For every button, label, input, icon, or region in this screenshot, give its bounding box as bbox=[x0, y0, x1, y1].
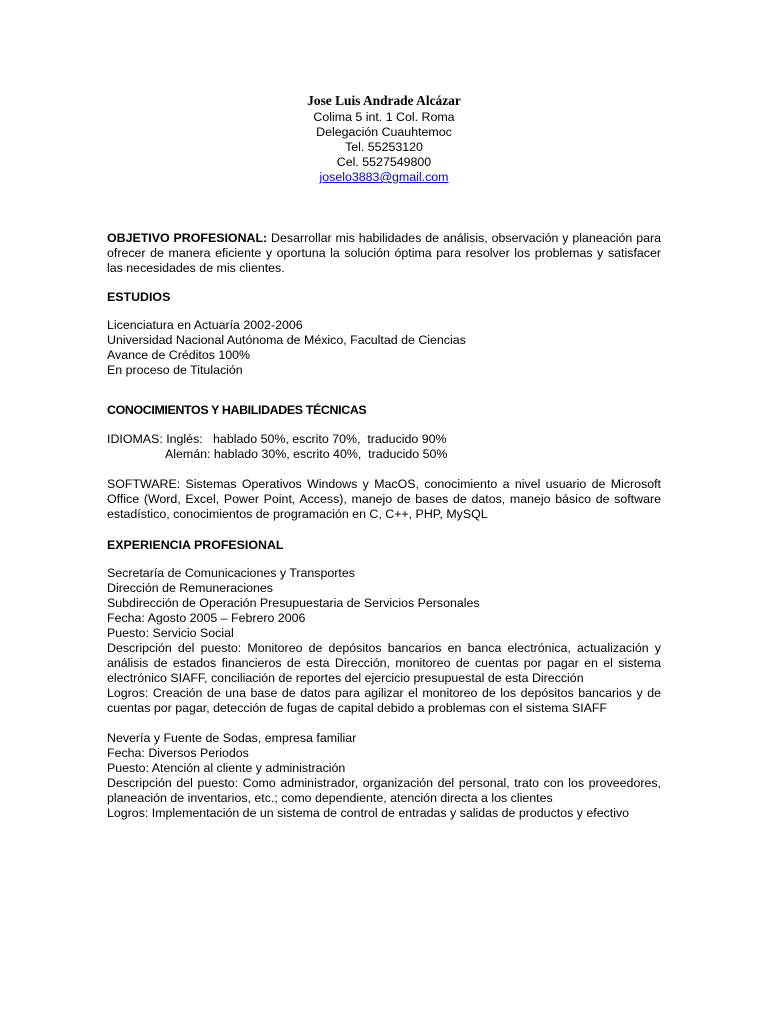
cellphone: Cel. 5527549800 bbox=[336, 155, 432, 169]
job-puesto: Puesto: Servicio Social bbox=[107, 626, 234, 640]
job-descripcion: Descripción del puesto: Como administrador, organización del personal, trato con los proveedores, planeación de inventarios, etc.; como dependiente, atención directa a los clientes bbox=[107, 776, 661, 805]
job-puesto: Puesto: Atención al cliente y administración bbox=[107, 761, 346, 775]
job-entry-neveria bbox=[107, 731, 661, 821]
resume-body bbox=[107, 231, 661, 821]
section-heading-experiencia: EXPERIENCIA PROFESIONAL bbox=[107, 538, 284, 552]
idiomas-ingles: IDIOMAS: Inglés: hablado 50%, escrito 70%, traducido 90% bbox=[107, 432, 447, 446]
address-line-1: Colima 5 int. 1 Col. Roma bbox=[313, 110, 455, 124]
job-descripcion: Descripción del puesto: Monitoreo de depósitos bancarios en banca electrónica, actualización y análisis de estados financieros de esta Dirección, monitoreo de cuentas por pagar en el sistema electrónico SIAFF, conciliación de reportes del ejercicio presupuestal de esta Dirección bbox=[107, 641, 661, 685]
address-line-2: Delegación Cuauhtemoc bbox=[316, 125, 452, 139]
section-heading-conocimientos: CONOCIMIENTOS Y HABILIDADES TÉCNICAS bbox=[107, 403, 367, 417]
idiomas-aleman: Alemán: hablado 30%, escrito 40%, traducido 50% bbox=[165, 447, 448, 461]
job-dept: Dirección de Remuneraciones bbox=[107, 581, 273, 595]
email-link[interactable]: joselo3883@gmail.com bbox=[319, 170, 449, 184]
job-org: Nevería y Fuente de Sodas, empresa familiar bbox=[107, 731, 357, 745]
candidate-name: Jose Luis Andrade Alcázar bbox=[307, 93, 461, 108]
job-subdept: Subdirección de Operación Presupuestaria de Servicios Personales bbox=[107, 596, 480, 610]
estudios-line: Universidad Nacional Autónoma de México, Facultad de Ciencias bbox=[107, 333, 466, 347]
software-paragraph: SOFTWARE: Sistemas Operativos Windows y MacOS, conocimiento a nivel usuario de Microsoft Office (Word, Excel, Power Point, Access), manejo de bases de datos, manejo básico de software estadístico, conocimientos de programación en C, C++, PHP, MySQL bbox=[107, 477, 661, 521]
job-entry-sct bbox=[107, 566, 661, 716]
idiomas-block bbox=[107, 432, 661, 462]
estudios-line: Licenciatura en Actuaría 2002-2006 bbox=[107, 318, 303, 332]
phone: Tel. 55253120 bbox=[345, 140, 423, 154]
estudios-line: Avance de Créditos 100% bbox=[107, 348, 251, 362]
job-org: Secretaría de Comunicaciones y Transportes bbox=[107, 566, 355, 580]
objective-label: OBJETIVO PROFESIONAL: bbox=[107, 231, 268, 245]
objective-paragraph bbox=[107, 231, 661, 276]
contact-header bbox=[0, 92, 768, 185]
job-logros: Logros: Implementación de un sistema de control de entradas y salidas de productos y efectivo bbox=[107, 806, 630, 820]
job-fecha: Fecha: Agosto 2005 – Febrero 2006 bbox=[107, 611, 306, 625]
job-fecha: Fecha: Diversos Periodos bbox=[107, 746, 249, 760]
objective-text: Desarrollar mis habilidades de análisis, observación y planeación para ofrecer de manera eficiente y oportuna la solución óptima para resolver los problemas y satisfacer las necesidades de mis clientes. bbox=[107, 231, 662, 275]
job-logros: Logros: Creación de una base de datos para agilizar el monitoreo de los depósitos bancarios y de cuentas por pagar, detección de fugas de capital debido a problemas con el sistema SIAFF bbox=[107, 686, 661, 715]
section-heading-estudios: ESTUDIOS bbox=[107, 290, 171, 304]
estudios-list bbox=[107, 318, 661, 378]
estudios-line: En proceso de Titulación bbox=[107, 363, 243, 377]
